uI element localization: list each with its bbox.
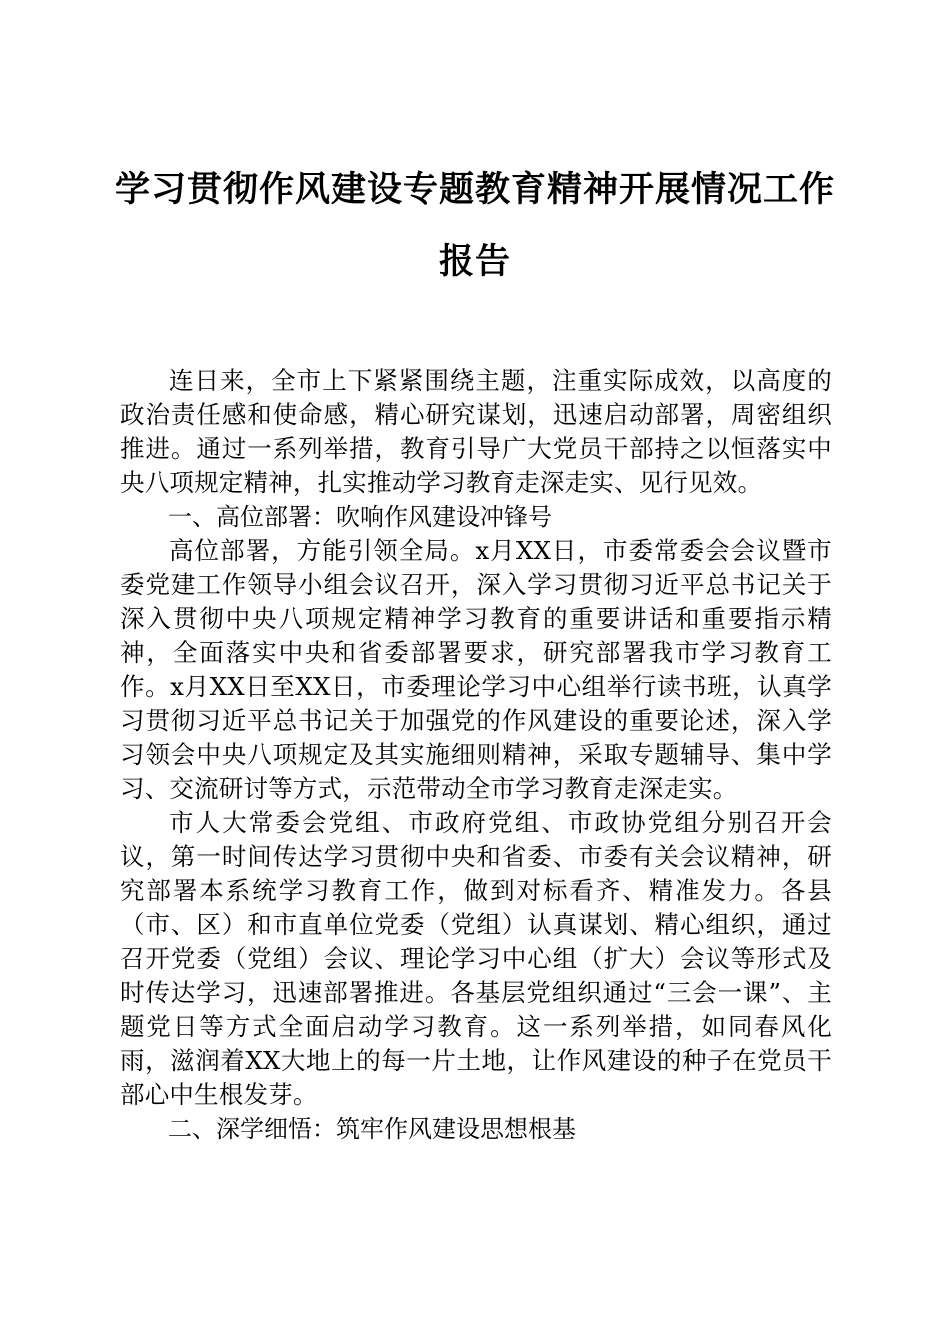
section-heading-1: 一、高位部署：吹响作风建设冲锋号 (168, 503, 552, 531)
section-1-paragraph-1: 高位部署，方能引领全局。x月XX日，市委常委会会议暨市委党建工作领导小组会议召开，深入学习贯彻习近平总书记关于深入贯彻中央八项规定精神学习教育的重要讲话和重要指示精神，全面落实中央和省委部署要求，研究部署我市学习教育工作。x月XX日至XX日，市委理论学习中心组举行读书班，认真学习贯彻习近平总书记关于加强党的作风建设的重要论述，深入学习领会中央八项规定及其实施细则精神，采取专题辅导、集中学习、交流研讨等方式，示范带动全市学习教育走深走实。 (120, 536, 832, 803)
document-title-line-1: 学习贯彻作风建设专题教育精神开展情况工作 (114, 169, 835, 210)
document-title-line-2: 报告 (438, 241, 511, 282)
intro-paragraph: 连日来，全市上下紧紧围绕主题，注重实际成效，以高度的政治责任感和使命感，精心研究谋划，迅速启动部署，周密组织推进。通过一系列举措，教育引导广大党员干部持之以恒落实中央八项规定精神，扎实推动学习教育走深走实、见行见效。 (120, 366, 832, 497)
section-heading-2: 二、深学细悟：筑牢作风建设思想根基 (168, 1115, 576, 1143)
document-body (120, 364, 832, 1146)
section-1-paragraph-2: 市人大常委会党组、市政府党组、市政协党组分别召开会议，第一时间传达学习贯彻中央和省委、市委有关会议精神，研究部署本系统学习教育工作，做到对标看齐、精准发力。各县（市、区）和市直单位党委（党组）认真谋划、精心组织，通过召开党委（党组）会议、理论学习中心组（扩大）会议等形式及时传达学习，迅速部署推进。各基层党组织通过“三会一课”、主题党日等方式全面启动学习教育。这一系列举措，如同春风化雨，滋润着XX大地上的每一片土地，让作风建设的种子在党员干部心中生根发芽。 (120, 808, 832, 1109)
